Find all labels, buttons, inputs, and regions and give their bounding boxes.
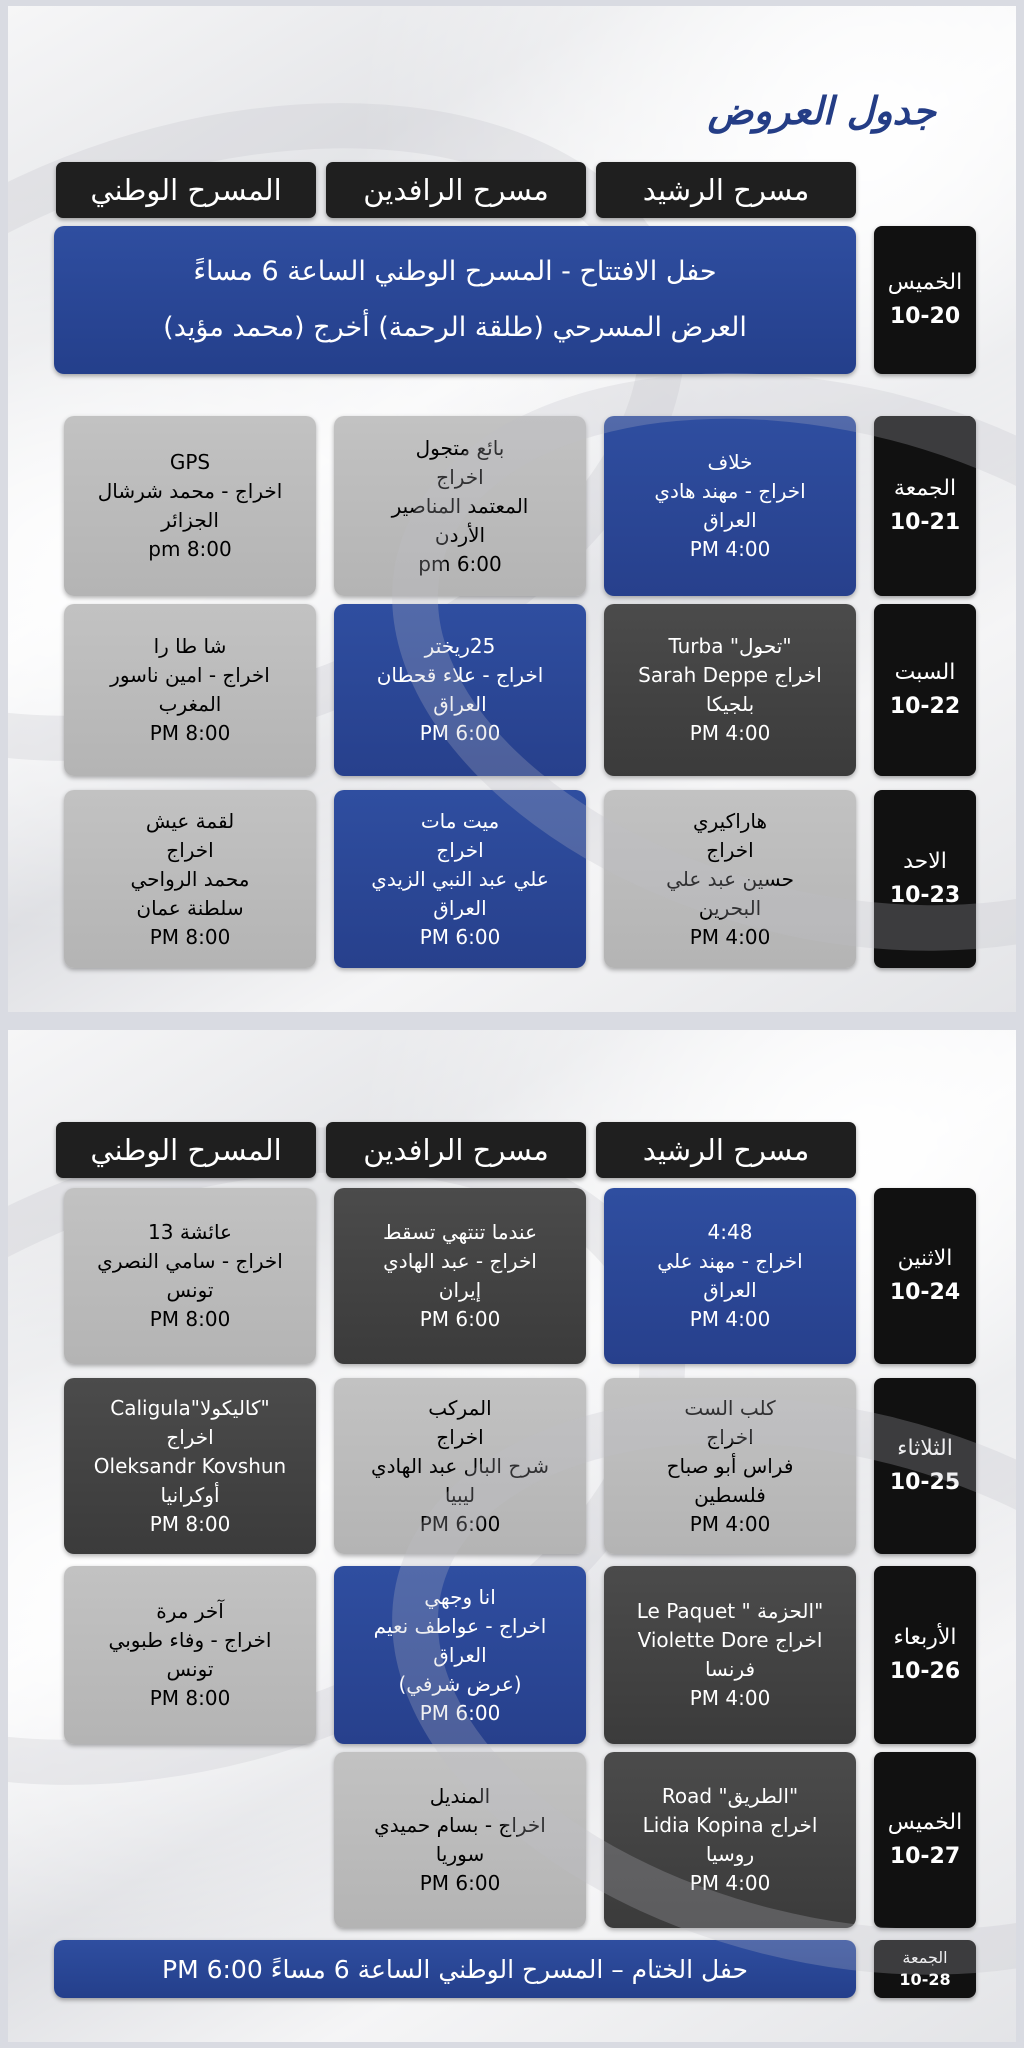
show-director: المعتمد المناصير: [391, 493, 529, 518]
show-card[interactable]: [334, 604, 586, 776]
show-country: بلجيكا: [705, 692, 755, 716]
show-country: العراق: [703, 1278, 757, 1302]
opening-line-2: العرض المسرحي (طلقة الرحمة) أخرج (محمد مؤيد): [163, 312, 747, 343]
show-director: اخراج Sarah Deppe: [638, 663, 822, 687]
show-country: أوكرانيا: [160, 1482, 220, 1507]
show-director: محمد الرواحي: [130, 866, 250, 891]
show-director: Oleksandr Kovshun: [93, 1453, 287, 1478]
show-director: اخراج - وفاء طبوبي: [108, 1628, 272, 1652]
venue-header-national: المسرح الوطني: [56, 162, 316, 218]
day-date: 10-21: [889, 510, 961, 535]
show-director: شرح البال عبد الهادي: [370, 1453, 550, 1478]
show-card[interactable]: [604, 416, 856, 596]
day-name: الأربعاء: [893, 1625, 957, 1650]
show-time: pm 6:00: [418, 551, 502, 576]
day-name: السبت: [894, 660, 956, 685]
show-time: pm 8:00: [148, 537, 232, 561]
opening-banner: [54, 226, 856, 374]
show-card[interactable]: [64, 1378, 316, 1554]
show-country: تونس: [166, 1657, 214, 1681]
day-label: [874, 604, 976, 776]
show-time: PM 4:00: [689, 1511, 771, 1536]
show-time: PM 4:00: [689, 1686, 771, 1710]
schedule-title: جدول العروض: [707, 88, 936, 133]
day-label: [874, 1940, 976, 1998]
show-card[interactable]: [64, 604, 316, 776]
day-date: 10-25: [889, 1470, 961, 1495]
day-label: [874, 1378, 976, 1554]
show-time: PM 4:00: [689, 1871, 771, 1895]
show-director: اخراج - سامي النصري: [97, 1249, 283, 1273]
show-title: شا طا را: [153, 634, 227, 658]
show-card[interactable]: [64, 416, 316, 596]
venue-header-national: المسرح الوطني: [56, 1122, 316, 1178]
day-name: الخميس: [887, 1810, 963, 1835]
show-time: PM 6:00: [419, 1511, 501, 1536]
show-card[interactable]: [64, 1566, 316, 1744]
show-title: هاراكيري: [692, 808, 768, 833]
venue-header-rafidain: مسرح الرافدين: [326, 1122, 586, 1178]
show-director-label: اخراج: [436, 837, 484, 862]
show-director: اخراج - بسام حميدي: [374, 1813, 546, 1837]
show-director-label: اخراج: [166, 1424, 214, 1449]
show-title: المركب: [428, 1395, 492, 1420]
show-time: PM 8:00: [149, 1686, 231, 1710]
show-card[interactable]: [334, 416, 586, 596]
closing-banner: [54, 1940, 856, 1998]
show-country: المغرب: [158, 692, 222, 716]
closing-text: حفل الختام – المسرح الوطني الساعة 6 مساءً PM 6:00: [162, 1954, 748, 1984]
show-director: اخراج - مهند علي: [657, 1249, 803, 1273]
opening-line-1: حفل الافتتاح - المسرح الوطني الساعة 6 مساءً: [193, 256, 717, 287]
show-title: آخر مرة: [156, 1599, 224, 1623]
show-country: سلطنة عمان: [136, 895, 244, 920]
day-date: 10-20: [889, 304, 961, 329]
show-time: PM 6:00: [419, 1700, 501, 1725]
show-time: PM 6:00: [419, 1307, 501, 1331]
show-time: PM 4:00: [689, 537, 771, 561]
day-name: الجمعة: [893, 476, 957, 501]
show-card[interactable]: [604, 1378, 856, 1554]
show-director-label: اخراج: [436, 1424, 484, 1449]
show-time: PM 6:00: [419, 924, 501, 949]
show-card[interactable]: [334, 1378, 586, 1554]
show-card[interactable]: [334, 1752, 586, 1928]
show-title: المنديل: [429, 1784, 491, 1808]
show-time: PM 8:00: [149, 721, 231, 745]
show-country: الأردن: [434, 522, 486, 547]
show-country: البحرين: [698, 895, 762, 920]
venue-header-rafidain: مسرح الرافدين: [326, 162, 586, 218]
show-country: العراق: [433, 692, 487, 716]
show-director: حسين عبد علي: [666, 866, 794, 891]
show-title: خلاف: [707, 450, 753, 474]
show-country: إيران: [438, 1278, 482, 1302]
show-title: عائشة 13: [148, 1220, 232, 1244]
day-label: [874, 1566, 976, 1744]
show-country: الجزائر: [161, 508, 219, 532]
day-label: [874, 1188, 976, 1364]
show-card[interactable]: [64, 790, 316, 968]
day-name: الثلاثاء: [897, 1436, 953, 1461]
show-title: عندما تنتهي تسقط: [382, 1220, 538, 1244]
show-title: ميت مات: [420, 808, 500, 833]
show-title: بائع متجول: [415, 435, 505, 460]
show-director-label: اخراج: [706, 1424, 754, 1449]
show-title: "الطريق" Road: [661, 1784, 799, 1808]
show-title: كلب الست: [684, 1395, 776, 1420]
show-director: علي عبد النبي الزيدي: [371, 866, 549, 891]
show-time: PM 6:00: [419, 1871, 501, 1895]
day-date: 10-27: [889, 1844, 961, 1869]
show-title: 25ريختر: [424, 634, 496, 658]
show-director: اخراج - عبد الهادي: [383, 1249, 537, 1273]
show-card[interactable]: [604, 1752, 856, 1928]
day-label: [874, 226, 976, 374]
day-name: الجمعة: [902, 1948, 948, 1967]
show-card[interactable]: [604, 1188, 856, 1364]
show-director-label: اخراج: [166, 837, 214, 862]
show-country: ليبيا: [444, 1482, 476, 1507]
show-card[interactable]: [334, 1188, 586, 1364]
day-date: 10-28: [899, 1970, 951, 1989]
show-time: PM 8:00: [149, 1307, 231, 1331]
show-director: اخراج - مهند هادي: [654, 479, 806, 503]
show-country: تونس: [166, 1278, 214, 1302]
show-card[interactable]: [64, 1188, 316, 1364]
show-time: PM 4:00: [689, 924, 771, 949]
schedule-panel-2: [8, 1030, 1016, 2042]
show-director-label: اخراج: [436, 464, 484, 489]
show-director: فراس أبو صباح: [666, 1453, 794, 1478]
show-director: اخراج - عواطف نعيم: [373, 1613, 547, 1638]
venue-header-rasheed: مسرح الرشيد: [596, 1122, 856, 1178]
show-title: لقمة عيش: [145, 808, 235, 833]
show-director: اخراج Lidia Kopina: [642, 1813, 818, 1837]
show-director: اخراج - امين ناسور: [110, 663, 270, 687]
show-director: اخراج Violette Dore: [637, 1628, 823, 1652]
show-director-label: اخراج: [706, 837, 754, 862]
schedule-panel-1: [8, 6, 1016, 1012]
show-card[interactable]: [604, 790, 856, 968]
show-director: اخراج - محمد شرشال: [97, 479, 283, 503]
show-title: "كاليكولا"Caligula: [110, 1395, 270, 1420]
day-label: [874, 790, 976, 968]
show-country: فرنسا: [704, 1657, 756, 1681]
show-country: العراق: [433, 895, 487, 920]
day-label: [874, 416, 976, 596]
show-country: العراق: [433, 1642, 487, 1667]
venue-header-rasheed: مسرح الرشيد: [596, 162, 856, 218]
day-label: [874, 1752, 976, 1928]
day-name: الاثنين: [897, 1246, 953, 1271]
show-country: روسيا: [705, 1842, 755, 1866]
show-title: 4:48: [707, 1220, 753, 1244]
show-card[interactable]: [334, 1566, 586, 1744]
show-time: PM 4:00: [689, 1307, 771, 1331]
show-title: GPS: [169, 450, 211, 474]
show-title: "تحول" Turba: [668, 634, 792, 658]
show-country: سوريا: [435, 1842, 485, 1866]
day-date: 10-24: [889, 1280, 961, 1305]
show-country: فلسطين: [694, 1482, 766, 1507]
show-time: PM 8:00: [149, 1511, 231, 1536]
day-name: الاحد: [903, 849, 947, 874]
show-card[interactable]: [604, 1566, 856, 1744]
show-country: العراق: [703, 508, 757, 532]
show-title: "الحزمة " Le Paquet: [636, 1599, 824, 1623]
show-time: PM 4:00: [689, 721, 771, 745]
day-date: 10-22: [889, 694, 961, 719]
show-card[interactable]: [334, 790, 586, 968]
show-time: PM 6:00: [419, 721, 501, 745]
show-note: (عرض شرفي): [398, 1671, 522, 1696]
show-title: انا وجهي: [424, 1584, 496, 1609]
day-date: 10-23: [889, 883, 961, 908]
show-director: اخراج - علاء قحطان: [376, 663, 544, 687]
day-name: الخميس: [887, 270, 963, 295]
day-date: 10-26: [889, 1659, 961, 1684]
show-card[interactable]: [604, 604, 856, 776]
show-time: PM 8:00: [149, 924, 231, 949]
